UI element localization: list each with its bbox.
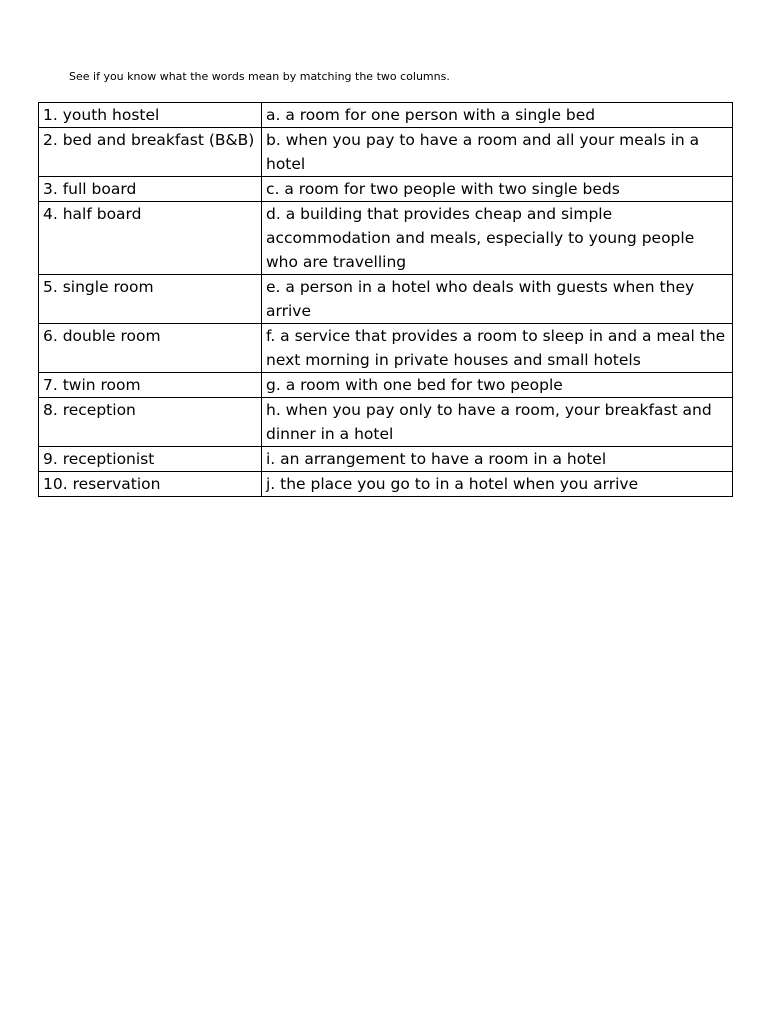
definition-cell: j. the place you go to in a hotel when you arrive	[262, 472, 733, 497]
definition-cell: g. a room with one bed for two people	[262, 373, 733, 398]
instruction-text: See if you know what the words mean by matching the two columns.	[69, 70, 450, 83]
term-cell: 10. reservation	[39, 472, 262, 497]
table-row	[39, 202, 733, 275]
table-row	[39, 275, 733, 324]
table-row	[39, 128, 733, 177]
term-cell: 6. double room	[39, 324, 262, 373]
table-row	[39, 398, 733, 447]
term-cell: 8. reception	[39, 398, 262, 447]
table-row	[39, 472, 733, 497]
term-cell: 2. bed and breakfast (B&B)	[39, 128, 262, 177]
matching-table	[38, 102, 733, 497]
definition-cell: c. a room for two people with two single beds	[262, 177, 733, 202]
term-cell: 7. twin room	[39, 373, 262, 398]
table-row	[39, 373, 733, 398]
term-cell: 3. full board	[39, 177, 262, 202]
table-row	[39, 447, 733, 472]
term-cell: 9. receptionist	[39, 447, 262, 472]
table-row	[39, 177, 733, 202]
term-cell: 1. youth hostel	[39, 103, 262, 128]
definition-cell: e. a person in a hotel who deals with guests when they arrive	[262, 275, 733, 324]
definition-cell: h. when you pay only to have a room, your breakfast and dinner in a hotel	[262, 398, 733, 447]
definition-cell: a. a room for one person with a single bed	[262, 103, 733, 128]
table-row	[39, 103, 733, 128]
term-cell: 5. single room	[39, 275, 262, 324]
table-row	[39, 324, 733, 373]
definition-cell: i. an arrangement to have a room in a hotel	[262, 447, 733, 472]
definition-cell: f. a service that provides a room to sleep in and a meal the next morning in private houses and small hotels	[262, 324, 733, 373]
definition-cell: d. a building that provides cheap and simple accommodation and meals, especially to young people who are travelling	[262, 202, 733, 275]
definition-cell: b. when you pay to have a room and all your meals in a hotel	[262, 128, 733, 177]
term-cell: 4. half board	[39, 202, 262, 275]
